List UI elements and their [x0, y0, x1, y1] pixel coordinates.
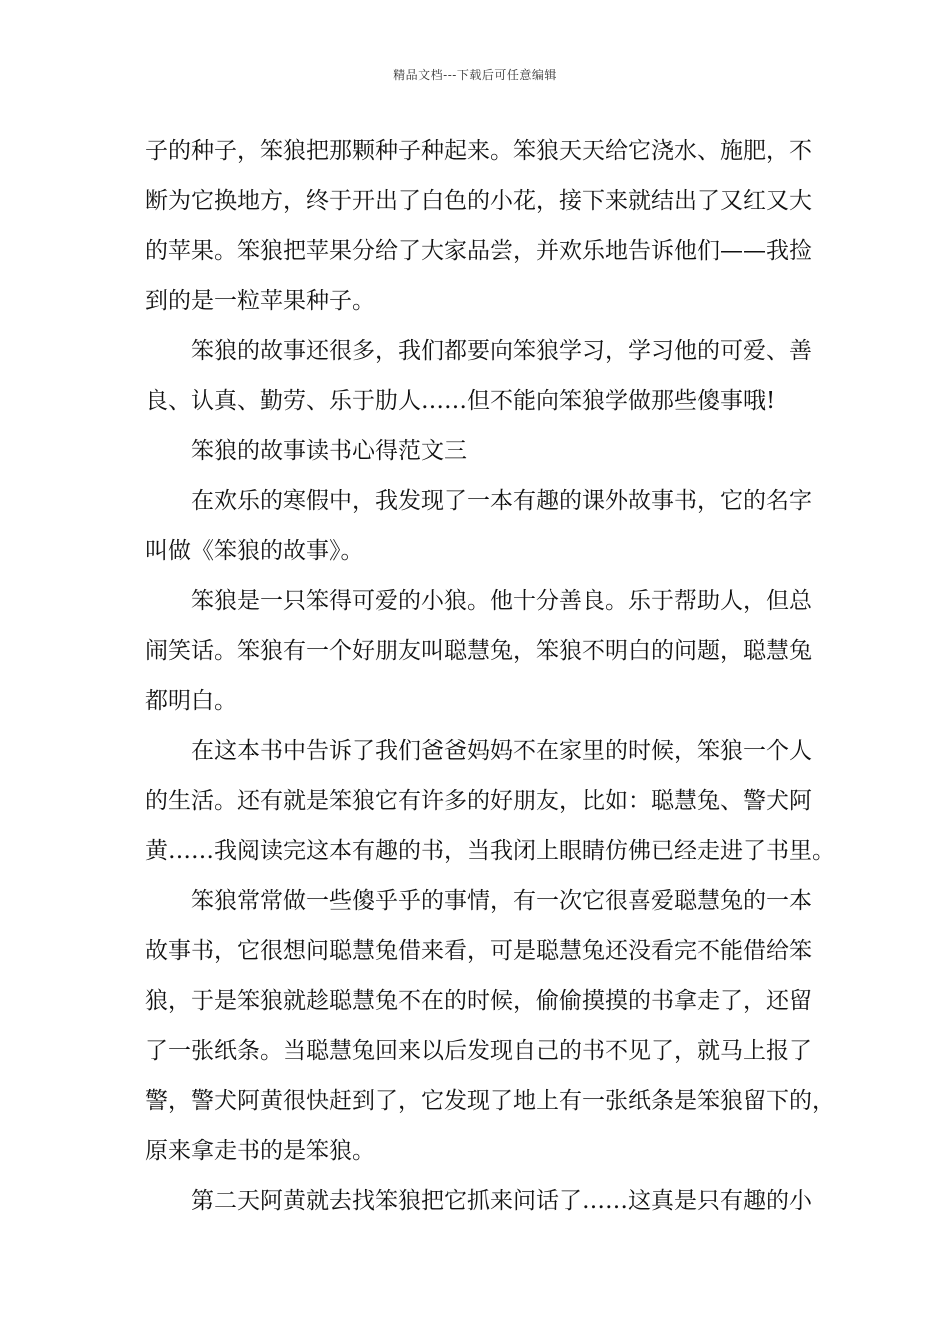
paragraph-start-line: 笨狼常常做一些傻乎乎的事情，有一次它很喜爱聪慧兔的一本 — [191, 888, 812, 914]
text-line: 黄……我阅读完这本有趣的书，当我闭上眼睛仿佛已经走进了书里。 — [145, 838, 835, 864]
paragraph-start-line: 第二天阿黄就去找笨狼把它抓来问话了……这真是只有趣的小 — [191, 1188, 812, 1214]
page-header: 精品文档---下载后可任意编辑 — [393, 68, 557, 82]
paragraph-start-line: 笨狼的故事还很多，我们都要向笨狼学习，学习他的可爱、善 — [191, 338, 812, 364]
document-body — [145, 126, 835, 1226]
section-heading: 笨狼的故事读书心得范文三 — [191, 438, 467, 464]
text-line: 都明白。 — [145, 688, 237, 714]
text-line: 叫做《笨狼的故事》。 — [145, 538, 364, 564]
text-line: 闹笑话。笨狼有一个好朋友叫聪慧兔，笨狼不明白的问题，聪慧兔 — [145, 638, 812, 664]
text-line: 到的是一粒苹果种子。 — [145, 288, 375, 314]
text-line: 子的种子，笨狼把那颗种子种起来。笨狼天天给它浇水、施肥，不 — [145, 138, 812, 164]
text-line: 良、认真、勤劳、乐于肋人……但不能向笨狼学做那些傻事哦! — [145, 388, 776, 414]
text-line: 警，警犬阿黄很快赶到了，它发现了地上有一张纸条是笨狼留下的， — [145, 1088, 835, 1114]
paragraph-start-line: 在欢乐的寒假中，我发现了一本有趣的课外故事书，它的名字 — [191, 488, 812, 514]
paragraph-start-line: 在这本书中告诉了我们爸爸妈妈不在家里的时候，笨狼一个人 — [191, 738, 812, 764]
text-line: 故事书，它很想问聪慧兔借来看，可是聪慧兔还没看完不能借给笨 — [145, 938, 812, 964]
paragraph-start-line: 笨狼是一只笨得可爱的小狼。他十分善良。乐于帮助人，但总 — [191, 588, 812, 614]
text-line: 的生活。还有就是笨狼它有许多的好朋友，比如：聪慧兔、警犬阿 — [145, 788, 812, 814]
text-line: 原来拿走书的是笨狼。 — [145, 1138, 375, 1164]
text-line: 狼，于是笨狼就趁聪慧兔不在的时候，偷偷摸摸的书拿走了，还留 — [145, 988, 812, 1014]
text-line: 的苹果。笨狼把苹果分给了大家品尝，并欢乐地告诉他们——我捡 — [145, 238, 812, 264]
text-line: 断为它换地方，终于开出了白色的小花，接下来就结出了又红又大 — [145, 188, 812, 214]
text-line: 了一张纸条。当聪慧兔回来以后发现自己的书不见了，就马上报了 — [145, 1038, 812, 1064]
